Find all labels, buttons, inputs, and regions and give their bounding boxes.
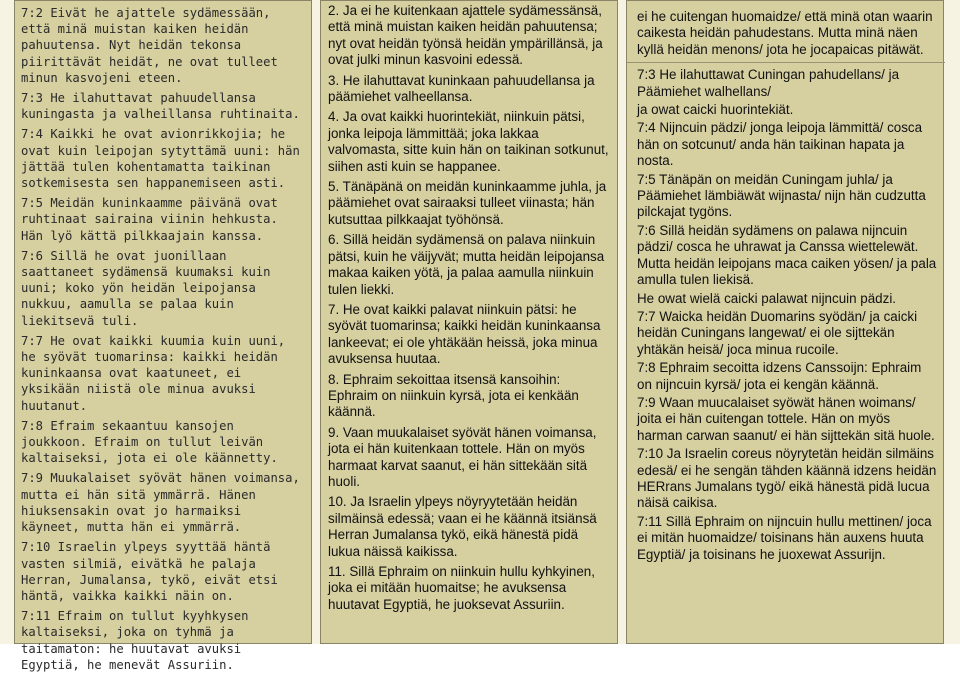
verse: 3. He ilahuttavat kuninkaan pahuudellansa ja päämiehet valheellansa. (328, 72, 595, 105)
verse: 7:8 Efraim sekaantuu kansojen joukkoon. Efraim on tullut leivän kaltaiseksi, jota ei ole käännetty. (21, 418, 278, 466)
verse: 2. Ja ei he kuitenkaan ajattele sydämessänsä, että minä muistan kaiken heidän pahuutensa; nyt ovat heidän työnsä heidän ympärillänsä, ja ovat julki minun kasvoini edessä. (328, 3, 603, 68)
verse: 11. Sillä Ephraim on niinkuin hullu kyhkyinen, joka ei mitään huomaitse; he avuksensa huutavat Egyptiä, he juoksevat Assuriin. (328, 564, 595, 612)
column-finnish-1642 (626, 0, 944, 644)
verse: 6. Sillä heidän sydämensä on palava niinkuin pätsi, kuin he väijyvät; mutta heidän leipojansa makaa kaiken yötä, ja palaa aamulla niinkuin tulen liekki. (328, 232, 605, 297)
verse: 9. Vaan muukalaiset syövät hänen voimansa, jota ei hän kuitenkaan tottele. Hän on myös harmaat karvat saanut, ei hän sittekään sitä huoli. (328, 424, 597, 489)
verse: He owat wielä caicki palawat nijncuin pädzi. (637, 290, 897, 306)
verse-intro: ei he cuitengan huomaidze/ että minä otan waarin caikesta heidän pahudestans. Mutta minä näen kyllä heidän menons/ jota he jocapaicas pitäwät. (637, 9, 933, 57)
verse: 7:6 Sillä heidän sydämens on palawa nijncuin pädzi/ cosca he uhrawat ja Canssa wiettelewät. Mutta heidän leipojans maca caiken yösen/ ja pala amulla tulen liekisä. (637, 222, 937, 288)
verse: 7:5 Tänäpän on meidän Cuningam juhla/ ja Päämiehet lämbiäwät wijnasta/ nijn hän cudzutta pilckajat tygöns. (637, 171, 926, 220)
verse: 7:3 He ilahuttavat pahuudellansa kuningasta ja valheillansa ruhtinaita. (21, 91, 300, 122)
verse: 10. Ja Israelin ylpeys nöyryytetään heidän silmäinsä edessä; vaan ei he käännä itsiänsä Herran Jumalansa tykö, eikä hänestä pidä lukua näissä kaikissa. (328, 494, 597, 559)
verse: 7:11 Efraim on tullut kyyhkysen kaltaiseksi, joka on tyhmä ja taitamaton: he huutavat avuksi Egyptiä, he menevät Assuriin. (21, 609, 249, 672)
verse: 7:6 Sillä he ovat juonillaan saattaneet sydämensä kuumaksi kuin uuni; koko yön heidän leipojansa nukkuu, aamulla se palaa kuin liekitsevä tuli. (21, 248, 271, 328)
verse: 7:4 Kaikki he ovat avionrikkojia; he ovat kuin leipojan sytyttämä uuni: hän jättää tulen kohentamatta taikinan sotkemisesta sen happanemiseen asti. (21, 127, 300, 191)
verse: 5. Tänäpänä on meidän kuninkaamme juhla, ja päämiehet ovat sairaaksi tulleet viinasta; hän kutsuttaa pilkkaajat työhönsä. (328, 179, 607, 227)
verse: 7:9 Waan muucalaiset syöwät hänen woimans/ joita ei hän cuitengan tottele. Hän on myös harman carwan saanut/ ei hän sijttekän sitä huole. (637, 394, 935, 443)
verse: 7:5 Meidän kuninkaamme päivänä ovat ruhtinaat sairaina viinin hehkusta. Hän lyö kättä pilkkaajain kanssa. (21, 196, 278, 243)
verse: 7:7 He ovat kaikki kuumia kuin uuni, he syövät tuomarinsa: kaikki heidän kuninkaansa ovat kaatuneet, ei yksikään niistä ole minua avuksi huutanut. (21, 333, 286, 413)
divider (627, 62, 945, 63)
verse: 7:10 Israelin ylpeys syyttää häntä vasten silmiä, eivätkä he palaja Herran, Jumalansa, tykö, eivät etsi häntä, vaikka kaikki näin on. (21, 540, 278, 603)
verse: 7:3 He ilahuttawat Cuningan pahudellans/ ja Päämiehet walhellans/ (637, 67, 900, 99)
column-finnish-1938 (14, 0, 312, 672)
verse: 4. Ja ovat kaikki huorintekiät, niinkuin pätsi, jonka leipoja lämmittää; joka lakkaa valvomasta, sitte kuin hän on taikinan sotkunut, siihen asti kuin se happanee. (328, 109, 609, 174)
verse: 8. Ephraim sekoittaa itsensä kansoihin: Ephraim on niinkuin kyrsä, jota ei kenkään käännä. (328, 371, 579, 420)
verse: 7:11 Sillä Ephraim on nijncuin hullu mettinen/ joca ei mitän huomaidze/ toisinans hän auxens huuta Egyptiä/ ja toisinans he juoxewat Assurijn. (637, 513, 932, 562)
verse: 7:7 Waicka heidän Duomarins syödän/ ja caicki heidän Cuningans langewat/ ei ole sijttekän yhtäkän heisä/ joca minua rucoile. (637, 308, 918, 357)
column-finnish-1776 (320, 0, 618, 644)
verse: 7. He ovat kaikki palavat niinkuin pätsi: he syövät tuomarinsa; kaikki heidän kuninkaansa lankeevat; ei ole yhtäkään heissä, joka minua avuksensa huutaa. (328, 301, 601, 367)
verse: 7:2 Eivät he ajattele sydämessään, että minä muistan kaiken heidän pahuutensa. Nyt heidän tekonsa piirittävät heidät, ne ovat tulleet minun kasvojeni eteen. (21, 6, 278, 85)
verse: 7:8 Ephraim secoitta idzens Canssoijn: Ephraim on nijncuin kyrsä/ jota ei kengän käännä. (637, 360, 922, 392)
verse: 7:9 Muukalaiset syövät hänen voimansa, mutta ei hän sitä ymmärrä. Hänen hiuksensakin ovat jo harmaiksi käyneet, mutta hän ei ymmärrä. (21, 471, 300, 535)
verse: 7:4 Nijncuin pädzi/ jonga leipoja lämmittä/ cosca hän on sotcunut/ anda hän taikinan hapata ja nosta. (637, 120, 923, 169)
verse: ja owat caicki huorintekiät. (637, 102, 794, 118)
verse: 7:10 Ja Israelin coreus nöyrytetän heidän silmäins edesä/ ei he sengän tähden käännä idzens heidän HERrans Jumalans tygö/ eikä hänestä pidä lucua näisä caikisa. (637, 446, 937, 511)
